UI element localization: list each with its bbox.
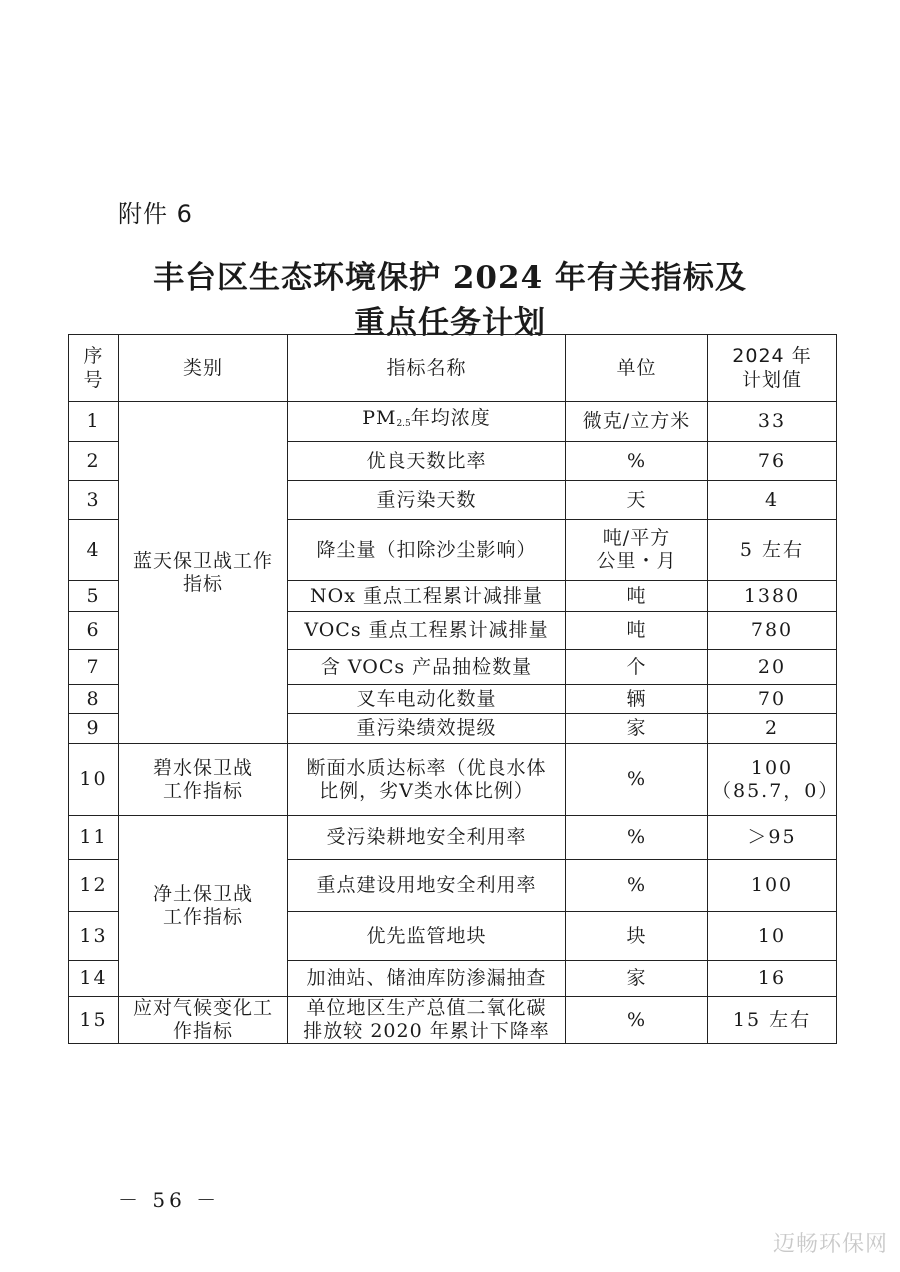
row-indicator: VOCs 重点工程累计减排量 xyxy=(288,612,566,650)
unit-line1: 吨/平方 xyxy=(602,527,671,549)
row-seq: 2 xyxy=(69,442,119,481)
row-value: 780 xyxy=(708,612,837,650)
row-unit: % xyxy=(566,997,708,1044)
document-title-line2: 重点任务计划 xyxy=(354,305,546,341)
row-unit: 吨 xyxy=(566,612,708,650)
document-title-line1: 丰台区生态环境保护 2024 年有关指标及 xyxy=(153,260,747,296)
table-row xyxy=(69,744,837,816)
row-indicator: 叉车电动化数量 xyxy=(288,685,566,714)
row-seq: 3 xyxy=(69,481,119,520)
row-value: 76 xyxy=(708,442,837,481)
row-seq: 5 xyxy=(69,581,119,612)
row-unit: 个 xyxy=(566,650,708,685)
indicator-line1: 断面水质达标率（优良水体 xyxy=(306,756,547,779)
category-cell-clear-water xyxy=(119,744,288,816)
row-unit: % xyxy=(566,744,708,816)
row-seq: 14 xyxy=(69,961,119,997)
row-value xyxy=(708,744,840,816)
category-label-line2: 工作指标 xyxy=(162,779,243,802)
row-indicator: 加油站、储油库防渗漏抽查 xyxy=(288,961,566,997)
row-indicator: 优良天数比率 xyxy=(288,442,566,481)
row-unit: % xyxy=(566,816,708,860)
row-seq: 13 xyxy=(69,912,119,961)
row-indicator xyxy=(288,744,566,816)
value-line1: 100 xyxy=(750,756,794,779)
row-unit: 家 xyxy=(566,714,708,744)
category-label-line1: 蓝天保卫战工作 xyxy=(132,549,273,572)
row-indicator xyxy=(288,997,566,1044)
row-value: 33 xyxy=(708,402,837,442)
table-row xyxy=(69,402,837,442)
row-seq: 1 xyxy=(69,402,119,442)
row-seq: 8 xyxy=(69,685,119,714)
table-row xyxy=(69,816,837,860)
watermark: 迈畅环保网 xyxy=(772,1232,888,1257)
row-unit xyxy=(566,520,708,581)
row-seq: 4 xyxy=(69,520,119,581)
header-category: 类别 xyxy=(119,335,288,402)
row-value: 10 xyxy=(708,912,837,961)
category-label-line2: 工作指标 xyxy=(162,906,243,928)
row-value: 1380 xyxy=(708,581,837,612)
table-header-row xyxy=(69,335,837,402)
row-indicator xyxy=(288,402,566,442)
row-indicator: 重点建设用地安全利用率 xyxy=(288,860,566,912)
header-seq-line1: 序 xyxy=(83,345,104,367)
header-seq xyxy=(69,335,119,402)
row-indicator: 重污染天数 xyxy=(288,481,566,520)
row-value: 70 xyxy=(708,685,837,714)
row-indicator: 受污染耕地安全利用率 xyxy=(288,816,566,860)
row-unit: 块 xyxy=(566,912,708,961)
indicator-plan-table xyxy=(68,334,840,1044)
row-unit: % xyxy=(566,442,708,481)
header-plan-value xyxy=(708,335,837,402)
table-row xyxy=(69,997,837,1044)
row-value: 5 左右 xyxy=(708,520,837,581)
header-indicator: 指标名称 xyxy=(288,335,566,402)
row-value: ＞95 xyxy=(708,816,837,860)
row-seq: 10 xyxy=(69,744,119,816)
row-unit: 吨 xyxy=(566,581,708,612)
row-unit: 辆 xyxy=(566,685,708,714)
row-seq: 12 xyxy=(69,860,119,912)
indicator-prefix: PM xyxy=(362,407,397,429)
attachment-label: 附件 6 xyxy=(118,200,193,228)
row-unit: 天 xyxy=(566,481,708,520)
row-unit: 家 xyxy=(566,961,708,997)
header-unit: 单位 xyxy=(566,335,708,402)
row-seq: 11 xyxy=(69,816,119,860)
row-value: 4 xyxy=(708,481,837,520)
header-plan-line2: 计划值 xyxy=(741,369,802,391)
page-number: － 56 － xyxy=(118,1188,221,1212)
row-seq: 15 xyxy=(69,997,119,1044)
value-line2: （85.7，0） xyxy=(712,779,840,802)
row-indicator: 优先监管地块 xyxy=(288,912,566,961)
row-value: 16 xyxy=(708,961,837,997)
category-label-line1: 净土保卫战 xyxy=(152,883,253,905)
unit-line2: 公里・月 xyxy=(596,550,677,572)
header-plan-line1: 2024 年 xyxy=(732,345,812,367)
row-seq: 6 xyxy=(69,612,119,650)
row-indicator: 含 VOCs 产品抽检数量 xyxy=(288,650,566,685)
category-cell-climate xyxy=(119,997,288,1044)
indicator-subscript: 2.5 xyxy=(396,419,411,429)
row-seq: 7 xyxy=(69,650,119,685)
indicator-suffix: 年均浓度 xyxy=(410,407,491,429)
row-value: 2 xyxy=(708,714,837,744)
row-unit: 微克/立方米 xyxy=(566,402,708,442)
indicator-line1: 单位地区生产总值二氧化碳 xyxy=(306,997,547,1019)
category-label-line2: 指标 xyxy=(182,572,223,595)
category-label-line1: 碧水保卫战 xyxy=(152,756,253,779)
header-seq-line2: 号 xyxy=(83,369,104,391)
category-cell-clean-soil xyxy=(119,816,288,997)
category-cell-blue-sky xyxy=(119,402,288,744)
row-unit: % xyxy=(566,860,708,912)
row-indicator: 重污染绩效提级 xyxy=(288,714,566,744)
category-label-line1: 应对气候变化工 xyxy=(132,997,273,1019)
row-value: 20 xyxy=(708,650,837,685)
row-seq: 9 xyxy=(69,714,119,744)
category-label-line2: 作指标 xyxy=(172,1020,233,1042)
indicator-line2: 排放较 2020 年累计下降率 xyxy=(303,1020,550,1042)
row-indicator: 降尘量（扣除沙尘影响） xyxy=(288,520,566,581)
row-value: 100 xyxy=(708,860,837,912)
row-value: 15 左右 xyxy=(708,997,837,1044)
indicator-line2: 比例，劣Ⅴ类水体比例） xyxy=(319,779,534,802)
row-indicator: NOx 重点工程累计减排量 xyxy=(288,581,566,612)
